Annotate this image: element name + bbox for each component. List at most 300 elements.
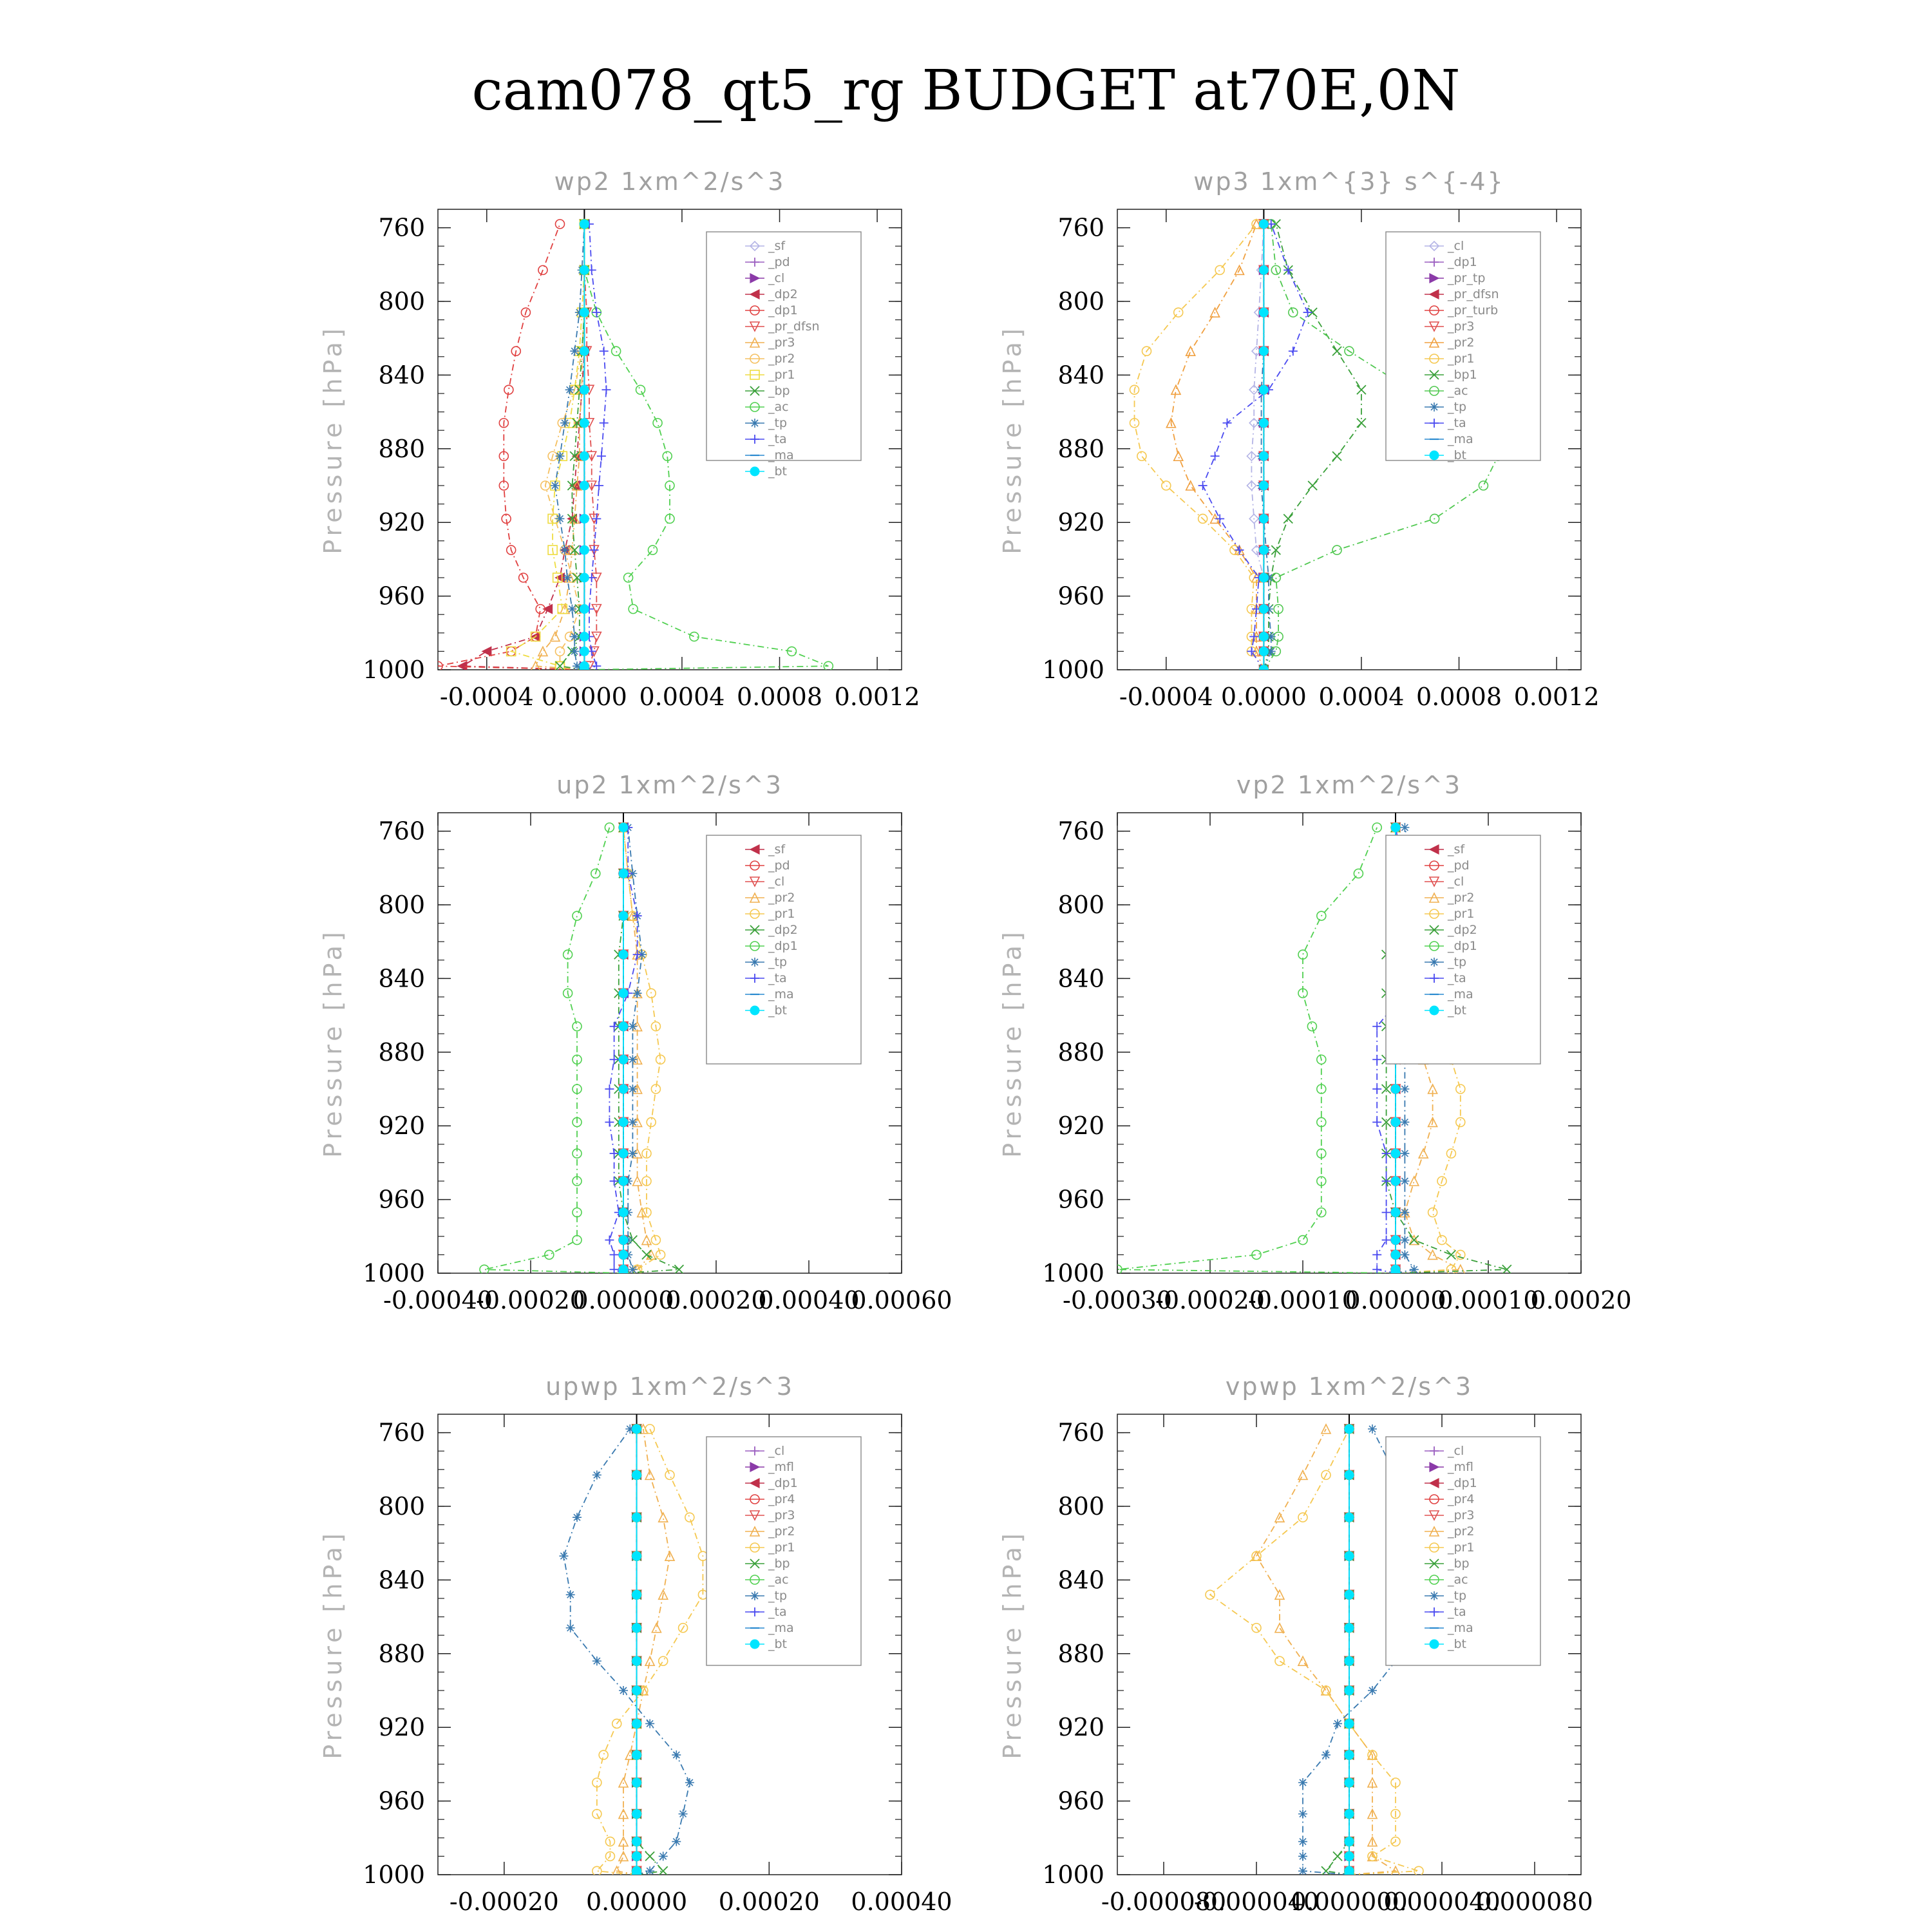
series-bt-point — [1345, 1590, 1354, 1599]
legend-label: _dp1 — [768, 939, 798, 953]
series-bt-point — [1345, 1866, 1354, 1875]
series-bt-point — [1345, 1686, 1354, 1695]
legend-marker — [750, 1591, 759, 1600]
y-tick-label: 800 — [1057, 891, 1104, 919]
series-bt-point — [1345, 1425, 1354, 1434]
series-tp-point — [1400, 1236, 1409, 1245]
legend-label: _pr3 — [768, 336, 795, 350]
legend-label: _mfl — [768, 1460, 794, 1474]
legend-label: _cl — [768, 271, 785, 285]
legend-label: _ta — [768, 1605, 787, 1619]
y-tick-label: 880 — [1057, 1639, 1104, 1668]
y-tick-label: 840 — [1057, 964, 1104, 993]
legend-label: _bt — [1448, 1003, 1467, 1018]
series-tp-point — [560, 419, 569, 428]
series-bt-point — [580, 632, 589, 641]
panel-title: wp3 1xm^{3} s^{-4} — [1193, 167, 1505, 196]
series-tp-point — [672, 1750, 681, 1759]
legend-label: _ma — [1448, 987, 1473, 1001]
series-bt-point — [1391, 823, 1400, 832]
series-bt-point — [619, 1117, 628, 1126]
x-tick-label: -0.000040 — [1193, 1888, 1320, 1916]
legend-label: _dp1 — [768, 1476, 798, 1490]
series-bt-point — [1259, 632, 1268, 641]
series-bt-point — [632, 1866, 641, 1875]
x-tick-label: 0.0008 — [1416, 683, 1502, 711]
series-bt-point — [1259, 346, 1268, 355]
legend-label: _dp1 — [1448, 939, 1477, 953]
y-tick-label: 1000 — [363, 1259, 425, 1287]
x-tick-label: 0.00040 — [851, 1888, 952, 1916]
series-bt-point — [632, 1778, 641, 1787]
series-bt-point — [1345, 1719, 1354, 1728]
series-bt-point — [1259, 573, 1268, 582]
legend-label: _pr1 — [768, 368, 795, 382]
series-bt-point — [580, 514, 589, 523]
legend-label: _ta — [768, 971, 787, 985]
y-tick-label: 920 — [378, 1713, 425, 1742]
series-bt-point — [1391, 1208, 1400, 1217]
series-tp-point — [1410, 1265, 1419, 1274]
panel-title: vpwp 1xm^2/s^3 — [1225, 1372, 1473, 1401]
series-tp-point — [1400, 1084, 1409, 1094]
legend-label: _bt — [1448, 1637, 1467, 1651]
legend-label: _cl — [768, 875, 785, 889]
series-bt-point — [632, 1551, 641, 1560]
series-tp-point — [560, 545, 569, 554]
y-axis-label: Pressure [hPa] — [998, 1530, 1027, 1759]
y-tick-label: 920 — [1057, 508, 1104, 537]
series-tp-point — [1298, 1778, 1307, 1787]
legend-label: _dp2 — [768, 923, 798, 937]
series-tp-point — [672, 1837, 681, 1846]
series-bt-point — [1259, 308, 1268, 317]
series-bt-point — [619, 1149, 628, 1158]
y-tick-label: 960 — [378, 582, 425, 611]
series-bt-point — [1259, 451, 1268, 460]
series-bt-point — [1259, 545, 1268, 554]
x-tick-label: 0.00000 — [586, 1888, 688, 1916]
series-bt-point — [1391, 1117, 1400, 1126]
series-tp-point — [555, 514, 564, 523]
series-bt-point — [619, 1084, 628, 1094]
legend-marker — [1430, 1006, 1439, 1015]
series-tp-point — [1400, 1149, 1409, 1158]
series-tp-point — [559, 1551, 568, 1560]
series-tp-point — [566, 1624, 575, 1633]
x-tick-label: 0.000000 — [1291, 1888, 1408, 1916]
series-bt-point — [1345, 1837, 1354, 1846]
legend-marker — [1430, 451, 1439, 460]
figure-title: cam078_qt5_rg BUDGET at70E,0N — [471, 59, 1461, 123]
series-bt-point — [619, 950, 628, 959]
legend-label: _tp — [1448, 955, 1467, 969]
x-tick-label: 0.00040 — [758, 1286, 860, 1314]
series-tp-point — [633, 989, 642, 998]
x-tick-label: 0.0012 — [1513, 683, 1600, 711]
series-bt-point — [632, 1513, 641, 1522]
legend-label: _pd — [768, 858, 790, 873]
series-tp-point — [1400, 1250, 1409, 1259]
y-tick-label: 1000 — [1042, 1861, 1104, 1889]
x-tick-label: -0.00020 — [1155, 1286, 1265, 1314]
x-tick-label: 0.000040 — [1383, 1888, 1501, 1916]
series-tp-point — [555, 451, 564, 460]
series-bt-point — [580, 419, 589, 428]
series-bt-point — [1259, 514, 1268, 523]
series-bt-point — [1259, 265, 1268, 274]
legend-label: _pr2 — [768, 352, 795, 366]
y-tick-label: 960 — [378, 1786, 425, 1815]
legend-label: _ac — [768, 400, 789, 414]
y-tick-label: 840 — [378, 1566, 425, 1595]
legend — [1386, 835, 1540, 1064]
legend-label: _ta — [1448, 416, 1466, 430]
legend-label: _pr1 — [1448, 1540, 1475, 1555]
series-bt-point — [619, 1208, 628, 1217]
panel-title: wp2 1xm^2/s^3 — [554, 167, 786, 196]
x-tick-label: 0.0000 — [541, 683, 627, 711]
legend-label: _mfl — [1448, 1460, 1473, 1474]
x-tick-label: 0.00000 — [573, 1286, 674, 1314]
series-bt-point — [1345, 1470, 1354, 1479]
series-bt-point — [1391, 1149, 1400, 1158]
legend-label: _dp1 — [1448, 255, 1477, 269]
series-bt-point — [632, 1852, 641, 1861]
legend-label: _tp — [768, 416, 788, 430]
y-tick-label: 800 — [1057, 287, 1104, 316]
series-tp-point — [1368, 1425, 1377, 1434]
series-bt-point — [1259, 385, 1268, 394]
x-tick-label: 0.0008 — [737, 683, 823, 711]
series-bt-point — [632, 1837, 641, 1846]
legend-label: _pr2 — [768, 1524, 795, 1539]
series-tp-point — [1400, 1117, 1409, 1126]
series-bt-point — [1391, 1265, 1400, 1274]
legend-label: _pd — [1448, 858, 1470, 873]
x-tick-label: -0.0004 — [1119, 683, 1213, 711]
series-tp-point — [1298, 1866, 1307, 1875]
panel-title: up2 1xm^2/s^3 — [556, 771, 783, 799]
series-bt-point — [632, 1590, 641, 1599]
legend-label: _cl — [768, 1444, 785, 1458]
y-tick-label: 960 — [1057, 1786, 1104, 1815]
series-bt-point — [619, 1055, 628, 1064]
y-tick-label: 960 — [1057, 582, 1104, 611]
series-bt-point — [580, 605, 589, 614]
series-tp-point — [679, 1810, 688, 1819]
series-bt-point — [632, 1810, 641, 1819]
legend-marker — [1430, 958, 1439, 967]
y-tick-label: 1000 — [363, 656, 425, 684]
y-tick-label: 1000 — [363, 1861, 425, 1889]
series-tp-point — [592, 1656, 601, 1665]
legend-label: _ac — [1448, 1573, 1468, 1587]
x-tick-label: 0.0000 — [1220, 683, 1307, 711]
series-bt-point — [619, 869, 628, 878]
series-bt-point — [1345, 1656, 1354, 1665]
legend-label: _pr4 — [768, 1492, 795, 1506]
series-bt-point — [619, 1265, 628, 1274]
legend-marker — [1430, 402, 1439, 412]
legend-label: _dp1 — [768, 303, 798, 317]
legend-label: _pr3 — [1448, 319, 1475, 334]
legend-label: _pr2 — [1448, 1524, 1475, 1539]
series-bt-point — [619, 1250, 628, 1259]
series-bt-point — [580, 647, 589, 656]
legend-label: _pd — [768, 255, 790, 269]
y-tick-label: 760 — [1057, 817, 1104, 846]
series-tp-point — [628, 1149, 637, 1158]
legend-label: _pr4 — [1448, 1492, 1475, 1506]
legend-label: _ma — [1448, 1621, 1473, 1635]
series-tp-point — [645, 1719, 654, 1728]
legend-label: _bp — [1448, 1557, 1470, 1571]
series-tp-point — [628, 1265, 637, 1274]
y-tick-label: 800 — [378, 287, 425, 316]
x-tick-label: 0.000080 — [1476, 1888, 1593, 1916]
series-tp-point — [628, 1022, 637, 1031]
series-bt-point — [580, 481, 589, 490]
legend — [706, 1437, 861, 1665]
series-tp-point — [1400, 823, 1409, 832]
y-axis-label: Pressure [hPa] — [998, 928, 1027, 1158]
series-tp-point — [628, 1117, 637, 1126]
legend-label: _dp1 — [1448, 1476, 1477, 1490]
legend-label: _ma — [768, 1621, 794, 1635]
x-tick-label: 0.00060 — [851, 1286, 952, 1314]
legend-label: _sf — [768, 239, 786, 253]
y-tick-label: 840 — [378, 964, 425, 993]
legend-label: _ta — [1448, 1605, 1466, 1619]
y-tick-label: 760 — [378, 213, 425, 242]
legend-label: _cl — [1448, 875, 1464, 889]
series-bt-point — [619, 911, 628, 920]
legend-label: _bp1 — [1448, 368, 1477, 382]
series-bt-point — [1391, 1236, 1400, 1245]
series-tp-point — [1298, 1810, 1307, 1819]
y-tick-label: 840 — [378, 361, 425, 390]
legend-label: _bt — [768, 1637, 788, 1651]
legend-label: _pr1 — [1448, 907, 1475, 921]
x-tick-label: 0.00000 — [1345, 1286, 1446, 1314]
legend-label: _tp — [1448, 400, 1467, 414]
series-bt-point — [1259, 419, 1268, 428]
legend-marker — [1430, 1591, 1439, 1600]
y-tick-label: 880 — [1057, 1037, 1104, 1066]
series-bt-point — [1259, 605, 1268, 614]
y-tick-label: 840 — [1057, 1566, 1104, 1595]
legend-label: _ta — [768, 432, 787, 446]
series-tp-point — [573, 1513, 582, 1522]
series-tp-point — [1368, 1686, 1377, 1695]
series-bt-point — [632, 1750, 641, 1759]
series-bt-point — [1345, 1513, 1354, 1522]
legend-marker — [750, 1640, 759, 1649]
x-tick-label: -0.00020 — [476, 1286, 585, 1314]
legend-label: _dp2 — [768, 287, 798, 301]
series-bt-point — [580, 220, 589, 229]
y-tick-label: 1000 — [1042, 1259, 1104, 1287]
y-tick-label: 800 — [378, 1492, 425, 1520]
legend-label: _pr3 — [1448, 1508, 1475, 1522]
legend-label: _ma — [768, 448, 794, 462]
y-tick-label: 1000 — [1042, 656, 1104, 684]
series-bt-point — [1345, 1778, 1354, 1787]
series-tp-point — [565, 385, 574, 394]
y-axis-label: Pressure [hPa] — [998, 325, 1027, 554]
series-tp-point — [563, 573, 572, 582]
legend-label: _tp — [1448, 1589, 1467, 1603]
series-bt-point — [580, 451, 589, 460]
x-tick-label: 0.00020 — [665, 1286, 767, 1314]
series-bt-point — [580, 385, 589, 394]
legend-marker — [750, 958, 759, 967]
series-bt-point — [580, 573, 589, 582]
series-bt-point — [619, 1236, 628, 1245]
legend-marker — [750, 467, 759, 476]
y-tick-label: 960 — [1057, 1185, 1104, 1214]
x-tick-label: -0.00030 — [1063, 1286, 1172, 1314]
legend-item — [745, 368, 795, 382]
legend-label: _bt — [768, 1003, 788, 1018]
series-bt-point — [1259, 220, 1268, 229]
legend-label: _ac — [768, 1573, 789, 1587]
series-tp-point — [1400, 1177, 1409, 1186]
series-bt-point — [1345, 1750, 1354, 1759]
legend-label: _pr1 — [768, 907, 795, 921]
x-tick-label: -0.0004 — [439, 683, 534, 711]
legend-label: _pr1 — [1448, 352, 1475, 366]
legend-label: _dp2 — [1448, 923, 1477, 937]
legend-label: _bt — [1448, 448, 1467, 462]
y-tick-label: 920 — [1057, 1713, 1104, 1742]
x-tick-label: 0.00020 — [718, 1888, 820, 1916]
x-tick-label: 0.0004 — [1318, 683, 1405, 711]
series-bt-point — [632, 1656, 641, 1665]
series-bt-point — [632, 1425, 641, 1434]
legend-label: _tp — [768, 955, 788, 969]
y-axis-label: Pressure [hPa] — [319, 928, 347, 1158]
series-tp-point — [570, 632, 579, 641]
series-bt-point — [580, 545, 589, 554]
y-tick-label: 760 — [378, 1418, 425, 1447]
y-tick-label: 880 — [378, 1037, 425, 1066]
x-tick-label: -0.00010 — [1248, 1286, 1358, 1314]
legend-label: _ma — [768, 987, 794, 1001]
legend-label: _sf — [1448, 842, 1465, 857]
legend — [1386, 232, 1540, 462]
y-tick-label: 760 — [1057, 1418, 1104, 1447]
series-bt-point — [619, 1022, 628, 1031]
series-bt-point — [632, 1719, 641, 1728]
series-tp-point — [619, 1686, 628, 1695]
y-tick-label: 880 — [378, 1639, 425, 1668]
series-bt-point — [1391, 1084, 1400, 1094]
legend-label: _pr_tp — [1448, 271, 1486, 285]
legend-label: _pr2 — [1448, 336, 1475, 350]
series-tp-point — [1298, 1852, 1307, 1861]
legend-label: _pr_dfsn — [768, 319, 820, 334]
legend-label: _bp — [768, 1557, 790, 1571]
y-tick-label: 800 — [378, 891, 425, 919]
legend-label: _pr_dfsn — [1448, 287, 1499, 301]
series-tp-point — [1298, 1837, 1307, 1846]
series-bt-point — [1345, 1624, 1354, 1633]
series-bt-point — [580, 308, 589, 317]
y-tick-label: 880 — [1057, 434, 1104, 463]
x-tick-label: 0.0004 — [639, 683, 725, 711]
legend-label: _cl — [1448, 239, 1464, 253]
series-bt-point — [1259, 647, 1268, 656]
series-tp-point — [659, 1852, 668, 1861]
legend-label: _pr3 — [768, 1508, 795, 1522]
series-bt-point — [1345, 1810, 1354, 1819]
series-bt-point — [1391, 1177, 1400, 1186]
y-axis-label: Pressure [hPa] — [319, 1530, 347, 1759]
series-bt-point — [1345, 1551, 1354, 1560]
panel-title: vp2 1xm^2/s^3 — [1236, 771, 1463, 799]
legend-label: _pr1 — [768, 1540, 795, 1555]
series-tp-point — [628, 1084, 637, 1094]
legend — [706, 232, 861, 478]
legend-label: _tp — [768, 1589, 788, 1603]
x-tick-label: 0.00010 — [1437, 1286, 1539, 1314]
legend-label: _ta — [1448, 971, 1466, 985]
legend-label: _bp — [768, 384, 790, 398]
y-tick-label: 880 — [378, 434, 425, 463]
panel-title: upwp 1xm^2/s^3 — [545, 1372, 794, 1401]
x-tick-label: 0.0012 — [834, 683, 920, 711]
series-tp-point — [628, 1055, 637, 1064]
series-tp-point — [570, 647, 579, 656]
y-tick-label: 760 — [378, 817, 425, 846]
legend — [706, 835, 861, 1064]
legend-label: _ma — [1448, 432, 1473, 446]
x-tick-label: 0.00020 — [1530, 1286, 1632, 1314]
y-axis-label: Pressure [hPa] — [319, 325, 347, 554]
y-tick-label: 840 — [1057, 361, 1104, 390]
y-tick-label: 800 — [1057, 1492, 1104, 1520]
y-tick-label: 920 — [378, 508, 425, 537]
legend-marker — [750, 419, 759, 428]
series-bt-point — [619, 823, 628, 832]
series-bt-point — [619, 989, 628, 998]
series-tp-point — [551, 481, 560, 490]
series-tp-point — [1333, 1719, 1342, 1728]
series-bt-point — [632, 1686, 641, 1695]
series-tp-point — [570, 346, 579, 355]
y-tick-label: 760 — [1057, 213, 1104, 242]
x-tick-label: -0.00040 — [383, 1286, 493, 1314]
x-tick-label: -0.000080 — [1101, 1888, 1227, 1916]
series-tp-point — [567, 605, 576, 614]
legend-label: _pr2 — [1448, 891, 1475, 905]
series-bt-point — [580, 346, 589, 355]
legend-label: _bt — [768, 464, 788, 478]
y-tick-label: 920 — [1057, 1112, 1104, 1141]
series-bt-point — [632, 1470, 641, 1479]
series-tp-point — [592, 1470, 601, 1479]
series-tp-point — [566, 1590, 575, 1599]
series-tp-point — [645, 1866, 654, 1875]
legend-label: _cl — [1448, 1444, 1464, 1458]
series-bt-point — [1345, 1852, 1354, 1861]
series-bt-point — [580, 265, 589, 274]
series-bt-point — [619, 1177, 628, 1186]
legend-marker — [750, 1006, 759, 1015]
legend-label: _pr2 — [768, 891, 795, 905]
